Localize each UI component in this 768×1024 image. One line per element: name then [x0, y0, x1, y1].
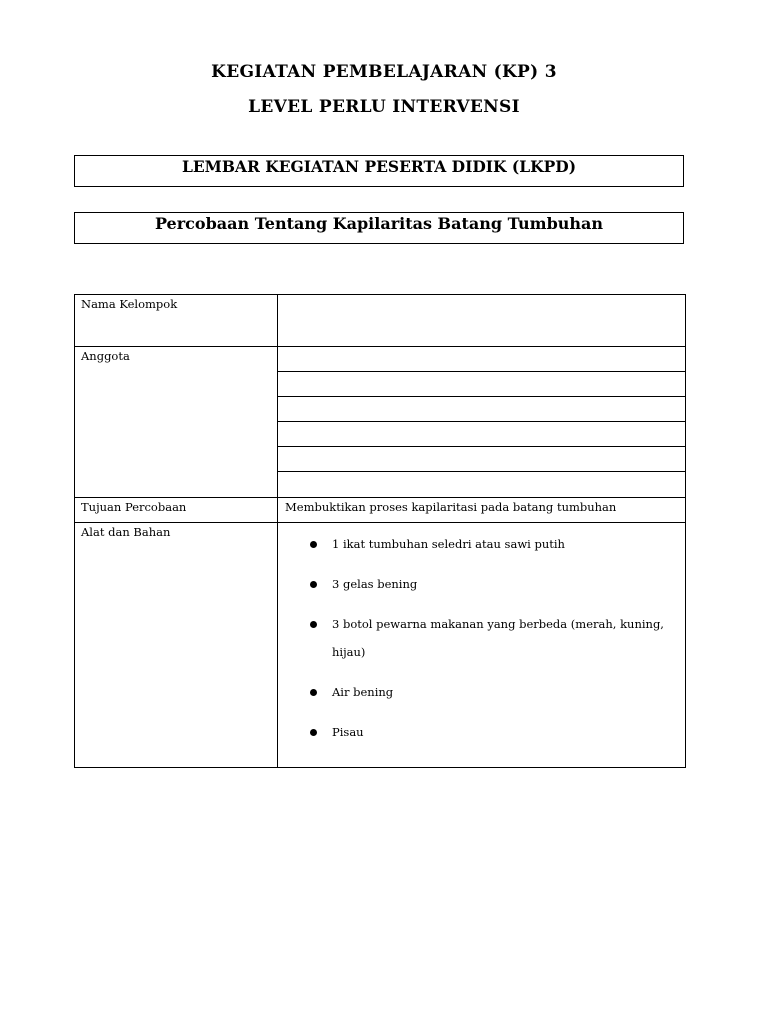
objective-value: Membuktikan proses kapilaritasi pada batang tumbuhan: [278, 498, 686, 523]
materials-row: [75, 523, 686, 768]
student-form-table: [74, 294, 686, 768]
member-field[interactable]: [278, 447, 685, 472]
materials-list: [278, 523, 685, 746]
member-field[interactable]: [278, 422, 685, 447]
title-line-1: KEGIATAN PEMBELAJARAN (KP) 3: [211, 62, 557, 82]
members-cell: [278, 347, 686, 498]
worksheet-title-box: [74, 155, 684, 187]
member-field[interactable]: [278, 397, 685, 422]
material-item: 3 botol pewarna makanan yang berbeda (merah, kuning, hijau): [310, 610, 685, 666]
material-item: 3 gelas bening: [310, 570, 685, 598]
members-label: Anggota: [75, 347, 278, 498]
members-row: [75, 347, 686, 498]
group-name-label: Nama Kelompok: [75, 295, 278, 347]
member-field[interactable]: [278, 472, 685, 497]
member-field[interactable]: [278, 347, 685, 372]
worksheet-title: LEMBAR KEGIATAN PESERTA DIDIK (LKPD): [181, 157, 577, 176]
experiment-title-box: [74, 212, 684, 244]
material-item: 1 ikat tumbuhan seledri atau sawi putih: [310, 530, 685, 558]
materials-label: Alat dan Bahan: [75, 523, 278, 768]
experiment-title: Percobaan Tentang Kapilaritas Batang Tumbuhan: [154, 214, 604, 233]
materials-cell: [278, 523, 686, 768]
group-name-field[interactable]: [278, 295, 686, 347]
objective-label: Tujuan Percobaan: [75, 498, 278, 523]
member-field[interactable]: [278, 372, 685, 397]
objective-row: [75, 498, 686, 523]
title-line-2: LEVEL PERLU INTERVENSI: [248, 97, 520, 117]
group-name-row: [75, 295, 686, 347]
material-item: Pisau: [310, 718, 685, 746]
material-item: Air bening: [310, 678, 685, 706]
